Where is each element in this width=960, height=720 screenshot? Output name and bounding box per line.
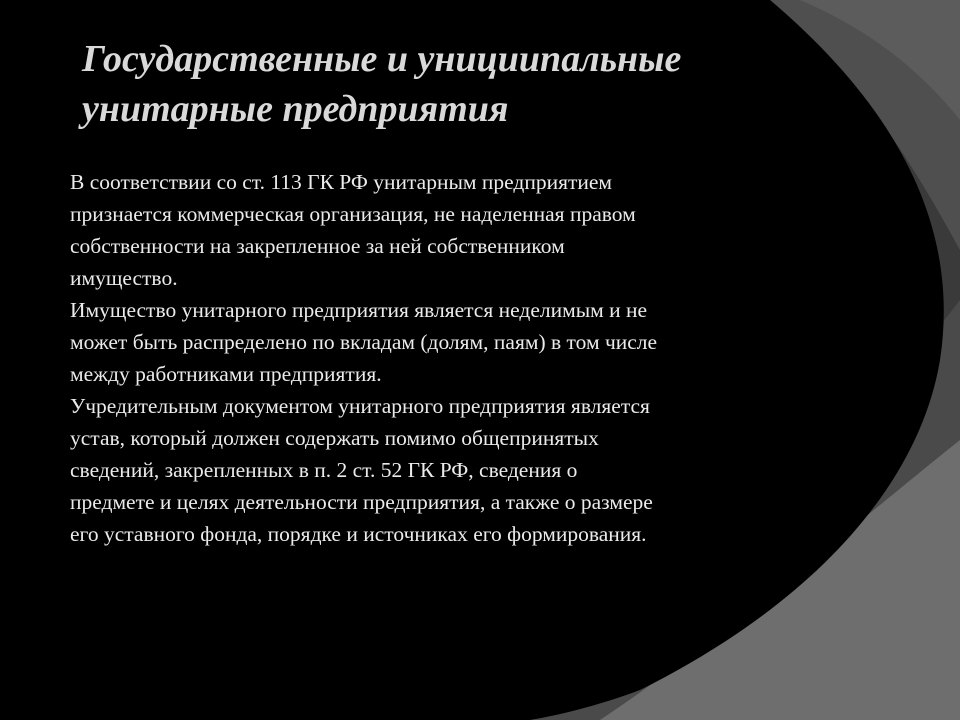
body-line: его уставного фонда, порядке и источниках его формирования. — [70, 522, 647, 546]
body-line: устав, который должен содержать помимо общепринятых — [70, 426, 599, 450]
body-line: Имущество унитарного предприятия является неделимым и не — [70, 298, 648, 322]
body-line: между работниками предприятия. — [70, 362, 382, 386]
title-line-2: унитарные предприятия — [82, 88, 509, 130]
body-line: предмете и целях деятельности предприятия, а также о размере — [70, 490, 653, 514]
body-line: сведений, закрепленных в п. 2 ст. 52 ГК РФ, сведения о — [70, 458, 578, 482]
page-title — [82, 34, 862, 134]
body-line: может быть распределено по вкладам (долям, паям) в том числе — [70, 330, 658, 354]
body-line: имущество. — [70, 266, 178, 290]
title-line-1: Государственные и унициипальные — [82, 38, 682, 80]
body-text — [70, 166, 860, 550]
body-line: В соответствии со ст. 113 ГК РФ унитарным предприятием — [70, 170, 613, 194]
body-line: собственности на закрепленное за ней собственником — [70, 234, 565, 258]
body-line: признается коммерческая организация, не наделенная правом — [70, 202, 636, 226]
body-line: Учредительным документом унитарного предприятия является — [70, 394, 650, 418]
